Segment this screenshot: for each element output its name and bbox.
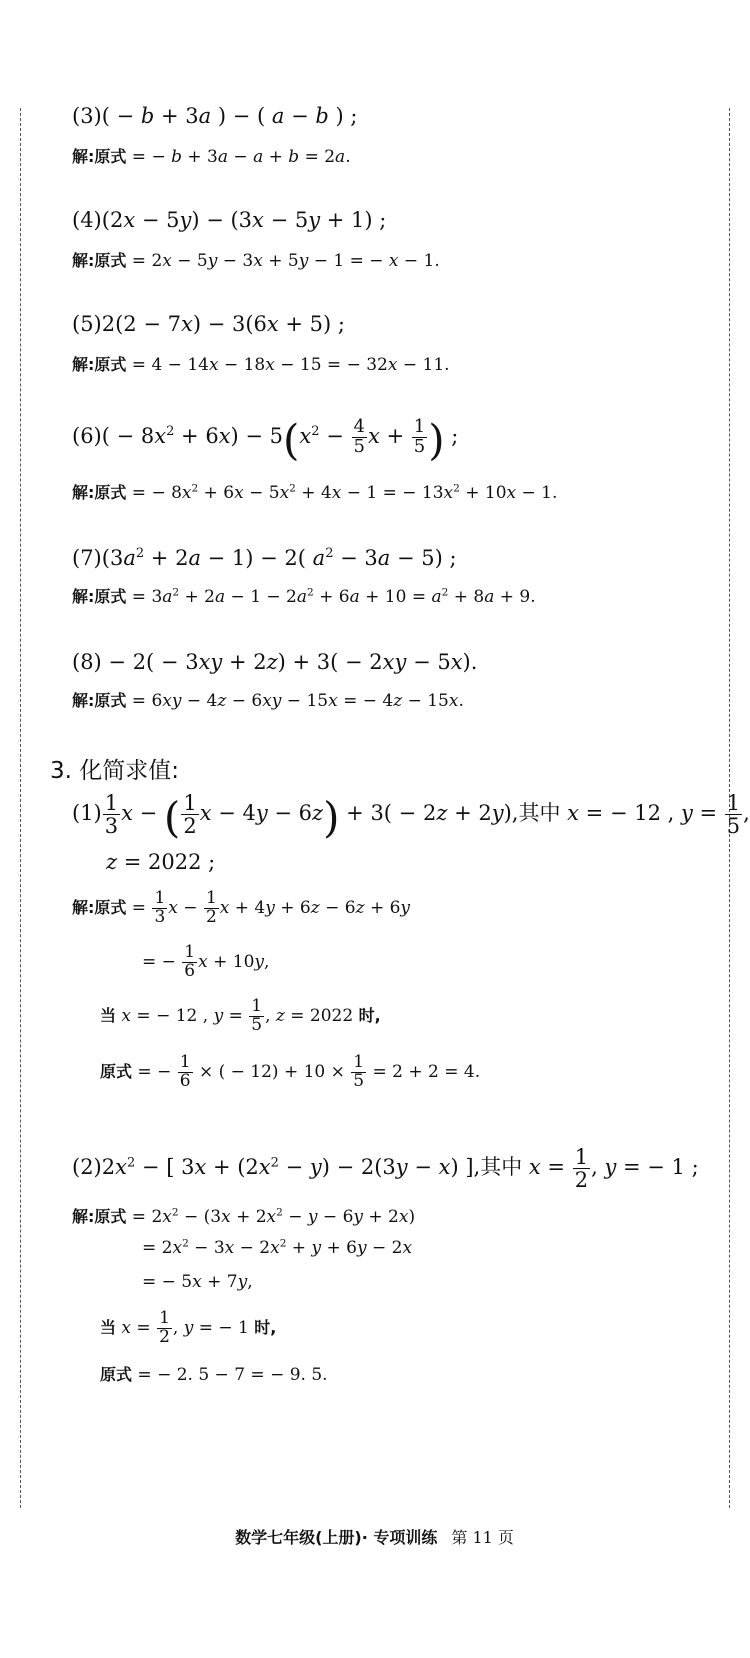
q2-result: 原式 = − 2. 5 − 7 = − 9. 5. [100, 1365, 328, 1385]
problem-3: (3)( − b + 3a ) − ( a − b ) ; [72, 104, 358, 128]
q2-solution-line1: 解:原式 = $2x^2 - (3x + 2x^2 - y - 6y + 2x)$ [72, 1206, 416, 1227]
q2-substitution: 当 x = $\frac{1}{2}$ , y = − 1 时, [100, 1308, 277, 1347]
q1-statement: (1) $\frac{1}{3}$ x − ( $\frac{1}{2}$ x − 4y − 6z) + 3( − 2z + 2y),其中 x = − 12 , y = $\frac{1}{5}$ , [72, 791, 750, 842]
q2-statement: $(2)2x^2$ − [ $3x + (2x^2 - y) - 2(3y - x)$ ],其中 x = $\frac{1}{2}$ , y = − 1 ; [72, 1145, 699, 1193]
q2-solution-line2: = $2x^2 - 3x - 2x^2 + y + 6y - 2x$ [142, 1237, 413, 1258]
footer-title: 数学七年级(上册)· 专项训练 [235, 1528, 438, 1547]
section-3-title: 3. 化简求值: [50, 758, 180, 784]
solution-5: 解:原式 = 4 − 14x − 18x − 15 = − 32x − 11. [72, 355, 450, 375]
q1-solution-line2: = − $\frac{1}{6}$ x + 10y, [142, 942, 270, 981]
solution-8: 解:原式 = 6xy − 4z − 6xy − 15x = − 4z − 15x. [72, 691, 464, 711]
problem-4: (4)(2x − 5y) − (3x − 5y + 1) ; [72, 208, 387, 232]
left-dashed-border [20, 108, 21, 1508]
q2-solution-line3: = − 5x + 7y, [142, 1272, 253, 1292]
solution-6: 解:原式 = − $8x^2 + 6x - 5x^2 + 4x - 1$ = − $13x^2 + 10x - 1$. [72, 482, 558, 503]
page-number: 第 11 页 [451, 1528, 514, 1547]
problem-7: $(7)(3a^2 + 2a - 1) - 2$( $a^2 - 3a - 5$) ; [72, 546, 457, 570]
solution-4: 解:原式 = 2x − 5y − 3x + 5y − 1 = − x − 1. [72, 251, 440, 271]
problem-5: (5)2(2 − 7x) − 3(6x + 5) ; [72, 312, 345, 336]
q1-substitution: 当 x = − 12 , y = $\frac{1}{5}$ , z = 2022 时, [100, 996, 381, 1035]
page-footer [0, 1525, 749, 1548]
q1-solution-line1: 解:原式 = $\frac{1}{3}$ x − $\frac{1}{2}$ x + 4y + 6z − 6z + 6y [72, 888, 411, 927]
solution-3: 解:原式 = − b + 3a − a + b = 2a. [72, 147, 351, 167]
problem-8: (8) − 2( − 3xy + 2z) + 3( − 2xy − 5x). [72, 650, 478, 674]
q1-statement-cont: z = 2022 ; [106, 850, 216, 874]
problem-6: $(6)( - 8x^2 + 6x) - 5(x^2$ − $\frac{4}{5}$ x + $\frac{1}{5}$ ) ; [72, 415, 459, 465]
q1-result: 原式 = − $\frac{1}{6}$ × ( − 12) + 10 × $\frac{1}{5}$ = 2 + 2 = 4. [100, 1052, 481, 1091]
solution-7: 解:原式 = $3a^2 + 2a - 1 - 2a^2 + 6a + 10 = a^2 + 8a + 9$. [72, 586, 536, 607]
